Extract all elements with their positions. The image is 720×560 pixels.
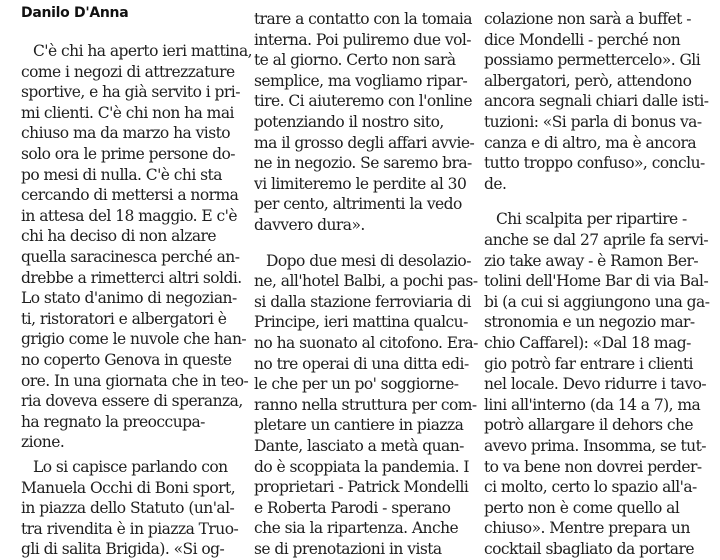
text-line: le che per un po' soggiorne- [254, 375, 459, 394]
text-line: ne, all'hotel Balbi, a pochi pas- [254, 272, 478, 291]
text-line: C'è chi ha aperto ieri mattina, [33, 42, 253, 60]
text-line: no coperto Genova in queste [21, 351, 232, 369]
text-line: Dopo due mesi di desolazio- [266, 251, 471, 270]
text-line: ha regnato la preoccupa- [21, 412, 205, 431]
article-column-3 [484, 0, 710, 558]
text-line: tolini dell'Home Bar di via Bal- [484, 272, 709, 291]
text-line: e Roberta Parodi - sperano [254, 498, 451, 517]
text-line: grigio come le nuvole che han- [21, 330, 247, 349]
text-line: in attesa del 18 maggio. E c'è [21, 206, 238, 225]
text-line: perto non è come quello al [484, 498, 680, 517]
text-line: po mesi di nulla. C'è chi sta [21, 165, 222, 184]
text-line: de. [484, 174, 507, 193]
text-line: possiamo permettercelo». Gli [484, 51, 701, 70]
text-line: tutto troppo confuso», conclu- [484, 154, 705, 173]
text-line: zione. [21, 433, 65, 452]
text-line: che sia la ripartenza. Anche [254, 519, 459, 538]
text-line: potenziando il nostro sito, [254, 113, 444, 131]
text-line: avevo prima. Insomma, se tut- [484, 437, 706, 455]
text-line: semplice, ma vogliamo ripar- [254, 71, 468, 90]
text-line: ma il grosso degli affari avvie- [254, 133, 475, 152]
article-column-1 [21, 0, 253, 559]
text-line: anche se dal 27 aprile fa servi- [484, 231, 709, 249]
text-line: tuzioni: «Si parla di bonus va- [484, 113, 702, 131]
text-line: ore. In una giornata che in teo- [21, 371, 249, 390]
text-line: davvero dura». [254, 216, 365, 234]
text-line: bi (a cui si aggiungono una ga- [484, 292, 710, 311]
text-line: chi ha deciso di non alzare [21, 227, 217, 246]
text-line: ranno nella struttura per com- [254, 395, 477, 414]
text-line: ti, ristoratori e albergatori è [21, 309, 227, 328]
text-line: dice Mondelli - perché non [484, 30, 681, 49]
text-line: chiuso». Mentre prepara un [484, 519, 690, 538]
text-line: gli di salita Brigida). «Si og- [21, 540, 225, 559]
text-line: per cento, altrimenti la vedo [254, 195, 462, 214]
text-line: tra rivendita è in piazza Truo- [21, 519, 239, 538]
text-line: tire. Ci aiuteremo con l'online [254, 92, 472, 111]
text-line: interna. Poi puliremo due vol- [254, 30, 471, 49]
text-line: canza e di altro, ma è ancora [484, 133, 697, 152]
text-line: Dante, lasciato a metà quan- [254, 437, 464, 455]
text-line: cercando di mettersi a norma [21, 186, 239, 205]
text-line: quella saracinesca perché an- [21, 248, 240, 266]
text-line: ancora segnali chiari dalle isti- [484, 92, 709, 111]
text-line: pletare un cantiere in piazza [254, 416, 464, 435]
text-line: ne in negozio. Se saremo bra- [254, 154, 472, 173]
text-line: albergatori, però, attendono [484, 71, 692, 90]
text-line: do è scoppiata la pandemia. I [254, 457, 469, 476]
text-line: ci molto, certo lo spazio all'a- [484, 478, 697, 497]
text-line: no tre operai di una ditta edi- [254, 354, 469, 373]
text-line: stronomia e un negozio mar- [484, 313, 695, 332]
text-line: mi clienti. C'è chi non ha mai [21, 103, 234, 122]
text-line: vi limiteremo le perdite al 30 [254, 174, 467, 193]
text-line: in piazza dello Statuto (un'al- [21, 499, 235, 518]
text-line: Manuela Occhi di Boni sport, [21, 478, 236, 497]
text-line: come i negozi di attrezzature [21, 62, 235, 81]
text-line: nel locale. Devo ridurre i tavo- [484, 375, 707, 394]
text-line: zio take away - è Ramon Ber- [484, 251, 699, 270]
text-line: solo ora le prime persone do- [21, 145, 235, 163]
text-line: Principe, ieri mattina qualcu- [254, 313, 468, 332]
byline: Danilo D'Anna [21, 5, 129, 21]
text-line: cocktail sbagliato da portare [484, 540, 694, 558]
text-line: ria doveva essere di speranza, [21, 392, 243, 411]
text-line: gio potrò far entrare i clienti [484, 354, 693, 373]
text-line: trare a contatto con la tomaia [254, 10, 472, 28]
text-line: lini all'interno (da 14 a 7), ma [484, 395, 701, 414]
text-line: Lo stato d'animo di negozian- [21, 289, 237, 308]
text-line: Chi scalpita per ripartire - [496, 210, 687, 229]
text-line: drebbe a rimetterci altri soldi. [21, 268, 242, 287]
text-line: te al giorno. Certo non sarà [254, 51, 456, 70]
text-line: potrò allargare il dehors che [484, 416, 694, 435]
text-line: chiuso ma da marzo ha visto [21, 124, 231, 143]
text-line: colazione non sarà a buffet - [484, 10, 691, 28]
text-line: Lo si capisce parlando con [33, 458, 228, 476]
text-line: to va bene non dovrei perder- [484, 457, 702, 476]
text-line: se di prenotazioni in vista [254, 540, 442, 558]
text-line: proprietari - Patrick Mondelli [254, 478, 469, 497]
text-line: si dalla stazione ferroviaria di [254, 292, 471, 311]
text-line: sportive, e ha già servito i pri- [21, 83, 240, 102]
article-column-2 [254, 0, 478, 558]
text-line: chio Caffarel): «Dal 18 mag- [484, 334, 691, 352]
text-line: no ha suonato al citofono. Era- [254, 334, 478, 352]
